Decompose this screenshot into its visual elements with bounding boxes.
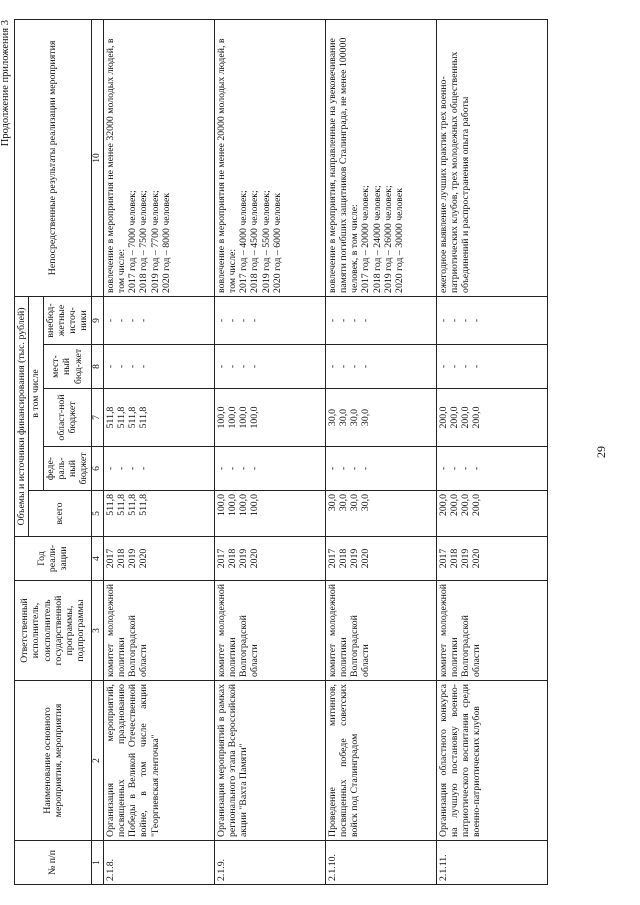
- regional-budget: 100,0 100,0 100,0 100,0: [214, 389, 325, 447]
- federal-budget: - - - -: [436, 447, 547, 491]
- table-row: [214, 19, 325, 884]
- table-row: [325, 19, 436, 884]
- regional-budget: 511,8 511,8 511,8 511,8: [103, 389, 214, 447]
- header-year: Год реали-зации: [15, 537, 92, 581]
- federal-budget: - - - -: [325, 447, 436, 491]
- off-budget-sources: - - - -: [325, 296, 436, 344]
- realization-years: 2017 2018 2019 2020: [103, 537, 214, 581]
- regional-budget: 30,0 30,0 30,0 30,0: [325, 389, 436, 447]
- column-number: 9: [91, 296, 103, 344]
- header-financing: Объемы и источники финансирования (тыс. рублей): [15, 296, 29, 536]
- header-local: мест-ный бюд-жет: [43, 345, 91, 389]
- total-amount: 511,8 511,8 511,8 511,8: [103, 491, 214, 537]
- expected-result: вовлечение в мероприятия не менее 32000 молодых людей, в том числе: 2017 год – 7000 человек; 2018 год – 7500 человек; 2019 год – 7700 человек; 2020 год – 8000 человек: [103, 19, 214, 296]
- header-in-that-number: в том числе: [29, 296, 43, 490]
- activity-name: Организация мероприятий, посвященных празднованию Победы в Великой Отечественной войне, в том числе акции "Георгиевская ленточка": [103, 681, 214, 841]
- financing-table: [14, 19, 548, 885]
- expected-result: ежегодное выявление лучших практик трех военно-патриотических клубов, трех молодежных общественных объединений и распространения опыта работы: [436, 19, 547, 296]
- page-number: 29: [594, 446, 608, 458]
- table-row: [436, 19, 547, 884]
- activity-name: Проведение митингов, посвященных победе советских войск под Сталинградом: [325, 681, 436, 841]
- column-number: 8: [91, 345, 103, 389]
- total-amount: 200,0 200,0 200,0 200,0: [436, 491, 547, 537]
- header-num: № п/п: [15, 841, 92, 885]
- header-name: Наименование основного мероприятия, мероприятия: [15, 681, 92, 841]
- header-executor: Ответственный исполнитель, соисполнитель государственной программы, подпрограммы: [15, 581, 92, 681]
- federal-budget: - - - -: [103, 447, 214, 491]
- table-body: [103, 19, 547, 884]
- column-number: 1: [91, 841, 103, 885]
- column-number: 6: [91, 447, 103, 491]
- off-budget-sources: - - - -: [214, 296, 325, 344]
- local-budget: - - - -: [325, 345, 436, 389]
- local-budget: - - - -: [103, 345, 214, 389]
- column-number: 7: [91, 389, 103, 447]
- header-total: всего: [29, 491, 91, 537]
- activity-name: Организация областного конкурса на лучшую постановку военно-патриотического воспитания среди военно-патриотических клубов: [436, 681, 547, 841]
- realization-years: 2017 2018 2019 2020: [325, 537, 436, 581]
- column-number: 10: [91, 19, 103, 296]
- total-amount: 30,0 30,0 30,0 30,0: [325, 491, 436, 537]
- regional-budget: 200,0 200,0 200,0 200,0: [436, 389, 547, 447]
- expected-result: вовлечение в мероприятия не менее 20000 молодых людей, в том числе: 2017 год – 4000 человек; 2018 год – 4500 человек; 2019 год – 5500 человек; 2020 год – 6000 человек: [214, 19, 325, 296]
- header-federal: феде-раль-ный бюджет: [43, 447, 91, 491]
- header-result: Непосредственные результаты реализации мероприятия: [15, 19, 92, 296]
- responsible-executor: комитет молодежной политики Волгоградской области: [436, 581, 547, 681]
- responsible-executor: комитет молодежной политики Волгоградской области: [103, 581, 214, 681]
- federal-budget: - - - -: [214, 447, 325, 491]
- responsible-executor: комитет молодежной политики Волгоградской области: [214, 581, 325, 681]
- column-number: 2: [91, 681, 103, 841]
- total-amount: 100,0 100,0 100,0 100,0: [214, 491, 325, 537]
- continuation-note: Продолжение приложения 3: [0, 20, 11, 147]
- header-offbudget: внебюд-жетные источ-ники: [43, 296, 91, 344]
- expected-result: вовлечение в мероприятия, направленные на увековечивание памяти погибших защитников Сталинграда, не менее 100000 человек, в том числе: 2017 год – 20000 человек; 2018 год – 24000 человек; 2019 год – 26000 человек; 2020 год – 30000 человек: [325, 19, 436, 296]
- responsible-executor: комитет молодежной политики Волгоградской области: [325, 581, 436, 681]
- row-number: 2.1.10.: [325, 841, 436, 885]
- column-number: 3: [91, 581, 103, 681]
- column-number: 4: [91, 537, 103, 581]
- off-budget-sources: - - - -: [436, 296, 547, 344]
- row-number: 2.1.9.: [214, 841, 325, 885]
- row-number: 2.1.11.: [436, 841, 547, 885]
- column-number: 5: [91, 491, 103, 537]
- local-budget: - - - -: [214, 345, 325, 389]
- row-number: 2.1.8.: [103, 841, 214, 885]
- local-budget: - - - -: [436, 345, 547, 389]
- off-budget-sources: - - - -: [103, 296, 214, 344]
- header-regional: област-ной бюджет: [43, 389, 91, 447]
- realization-years: 2017 2018 2019 2020: [214, 537, 325, 581]
- table-row: [103, 19, 214, 884]
- activity-name: Организация мероприятий в рамках регионального этапа Всероссийской акции "Вахта Памяти": [214, 681, 325, 841]
- realization-years: 2017 2018 2019 2020: [436, 537, 547, 581]
